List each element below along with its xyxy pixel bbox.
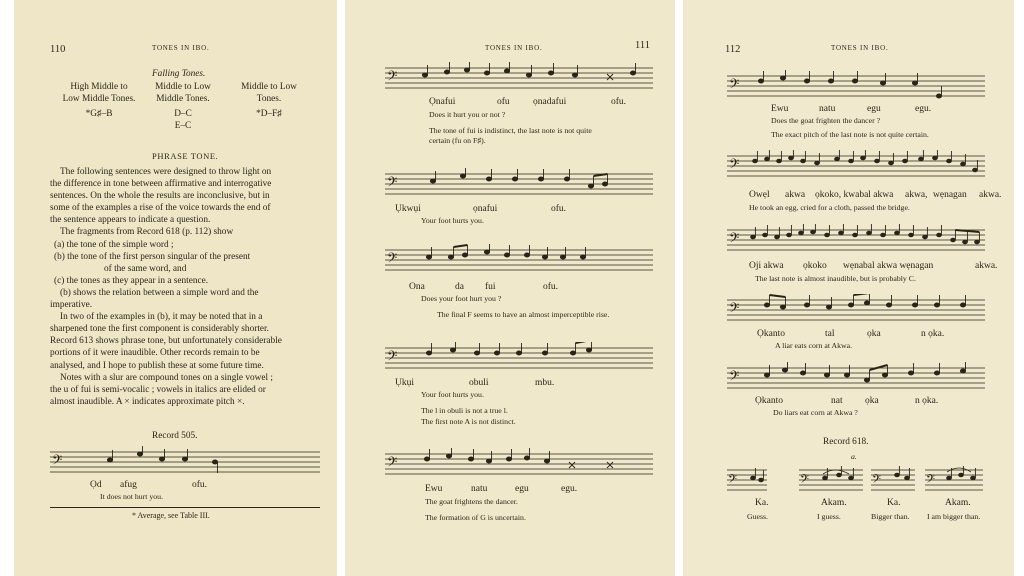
lyric-word: akwa. (975, 261, 998, 271)
gloss: Does it hurt you or not ? (429, 110, 506, 119)
music-staff (727, 150, 985, 180)
lyric-word: ọka (867, 329, 881, 339)
lyric-word: ofu. (543, 282, 559, 292)
running-head: TONES IN IBO. (152, 44, 210, 52)
text-line: the difference in tone between affirmative and interrogative (50, 179, 272, 190)
page-111 (345, 0, 675, 576)
gloss: Does the goat frighten the dancer ? (771, 116, 881, 125)
col-value: D–C (174, 109, 192, 119)
footnote-rule (50, 507, 320, 508)
footnote: * Average, see Table III. (132, 511, 210, 520)
gloss: Bigger than. (871, 512, 910, 521)
music-fragment-staff (871, 466, 915, 494)
lyric-word: tal (825, 329, 835, 339)
col-label: Middle Tones. (156, 93, 210, 104)
lyric-word: Ọkanto (757, 329, 785, 339)
tone-column-1 (54, 82, 144, 121)
music-staff (385, 448, 653, 478)
lyric-word: egu (515, 484, 529, 494)
lyric-word: Ọnafui (429, 97, 456, 107)
col-label: Middle to Low (241, 82, 297, 92)
record-subheading: a. (851, 452, 857, 461)
list-item: (a) the tone of the simple word ; (54, 239, 174, 250)
page-number: 111 (635, 40, 650, 51)
record-618-heading: Record 618. (823, 437, 869, 447)
lyric-word: nat (831, 396, 843, 406)
gloss: Your foot hurts you. (421, 390, 484, 399)
lyric-word: da (455, 282, 464, 292)
page-112 (683, 0, 1014, 576)
lyric-word: ọkoko (803, 261, 827, 271)
text-line: portions of it were inaudible. Other records remain to be (50, 348, 260, 359)
svg-text:𝄢: 𝄢 (728, 473, 738, 489)
list-item: of the same word, and (104, 263, 187, 274)
running-head: TONES IN IBO. (485, 44, 543, 52)
lyric-word: Ọkanto (755, 396, 783, 406)
tone-column-2 (146, 82, 220, 132)
gloss: Guess. (747, 512, 769, 521)
svg-text:𝄢: 𝄢 (52, 452, 63, 471)
gloss: Does your foot hurt you ? (421, 294, 502, 303)
lyric-word: Akam. (821, 498, 847, 508)
svg-text:𝄢: 𝄢 (729, 300, 740, 319)
note: The final F seems to have an almost imperceptible rise. (437, 310, 610, 319)
music-fragment-staff (925, 466, 983, 494)
text-line: imperative. (50, 300, 93, 311)
lyric-word: ọnadafui (533, 97, 567, 107)
svg-text:𝄢: 𝄢 (387, 454, 398, 473)
lyric-word: Owẹl (749, 190, 770, 200)
phrase-tone-heading: PHRASE TONE. (152, 151, 219, 161)
lyric-word: Ọd (90, 480, 102, 490)
list-item: (c) the tones as they appear in a sentence. (54, 275, 209, 286)
text-line: sentences. On the whole the results are inconclusive, but in (50, 191, 270, 202)
col-label: Middle to Low (155, 82, 211, 92)
col-value: E–C (174, 120, 192, 131)
svg-text:𝄢: 𝄢 (387, 348, 398, 367)
list-item: (b) the tone of the first person singular of the present (54, 251, 251, 262)
note: certain (fu on F♯). (429, 136, 486, 145)
text-line: Notes with a slur are compound tones on a single vowel ; (60, 372, 274, 383)
lyric-word: ọnafui (473, 204, 498, 214)
note: The tone of fui is indistinct, the last note is not quite (429, 126, 592, 135)
lyric-word: ọka (865, 396, 879, 406)
note: The l in obuli is not a true l. (421, 406, 508, 415)
lyric-word: afug (120, 480, 137, 490)
svg-text:𝄢: 𝄢 (872, 473, 882, 489)
lyric-word: egu. (561, 484, 578, 494)
music-staff (727, 70, 985, 100)
text-line: The following sentences were designed to throw light on (60, 167, 272, 177)
page-number: 112 (725, 44, 741, 55)
gloss: The goat frightens the dancer. (425, 497, 518, 506)
music-staff (385, 244, 653, 274)
svg-text:𝄢: 𝄢 (387, 174, 398, 193)
lyric-word: mbu. (535, 378, 555, 388)
col-label: Tones. (256, 93, 282, 104)
lyric-word: obuli (469, 378, 489, 388)
lyric-word: Ewu (425, 484, 443, 494)
lyric-word: ofu (497, 97, 510, 107)
page-110 (14, 0, 337, 576)
gloss: A liar eats corn at Akwa. (775, 341, 853, 350)
svg-text:𝄢: 𝄢 (729, 156, 740, 175)
gloss: The last note is almost inaudible, but is probably C. (755, 274, 916, 283)
music-fragment-staff (799, 466, 863, 494)
lyric-word: Ka. (887, 498, 901, 508)
svg-text:𝄢: 𝄢 (800, 473, 810, 489)
music-staff (385, 168, 653, 198)
record-505-heading: Record 505. (152, 431, 198, 441)
svg-text:𝄢: 𝄢 (729, 230, 740, 249)
music-staff (727, 362, 985, 392)
music-staff (50, 446, 320, 476)
lyric-word: ofu. (192, 480, 208, 490)
lyric-word: fui (485, 282, 496, 292)
svg-text:𝄢: 𝄢 (729, 76, 740, 95)
text-line: almost inaudible. A × indicates approximate pitch ×. (50, 396, 245, 407)
music-staff (727, 224, 985, 254)
note: The formation of G is uncertain. (425, 513, 526, 522)
lyric-word: ofu. (611, 97, 627, 107)
gloss: Do liars eat corn at Akwa ? (773, 408, 858, 417)
music-staff (385, 62, 653, 92)
svg-text:𝄢: 𝄢 (729, 368, 740, 387)
text-line: the u of fui is semi-vocalic ; vowels in italics are elided or (50, 384, 266, 395)
lyric-word: akwa. (979, 190, 1002, 200)
lyric-word: akwa, (905, 190, 928, 200)
lyric-word: wẹnabal akwa wẹnagan (843, 261, 934, 271)
lyric-word: natu (471, 484, 488, 494)
note: The exact pitch of the last note is not quite certain. (771, 130, 929, 139)
body-text (50, 166, 282, 408)
gloss: He took an egg, cried for a cloth, passed the bridge. (749, 203, 910, 212)
lyric-word: Ụkwụi (395, 204, 421, 214)
lyric-word: n ọka. (915, 396, 939, 406)
lyric-word: wẹnagan (933, 190, 967, 200)
gloss: I guess. (817, 512, 841, 521)
note: The first note A is not distinct. (421, 417, 516, 426)
svg-text:𝄢: 𝄢 (926, 473, 936, 489)
lyric-word: akwa (785, 190, 806, 200)
text-line: sharpened tone the first component is considerably shorter. (50, 324, 269, 335)
col-value: *D–F♯ (256, 109, 282, 119)
col-label: High Middle to (70, 82, 128, 92)
lyric-word: natu (819, 104, 836, 114)
gloss: It does not hurt you. (100, 492, 164, 501)
text-line: analysed, and I hope to publish these at some future time. (50, 360, 264, 371)
lyric-word: Oji akwa (749, 261, 784, 271)
lyric-word: Akam. (945, 498, 971, 508)
lyric-word: Ewu (771, 104, 789, 114)
lyric-word: egu. (915, 104, 932, 114)
col-value: *G♯–B (85, 109, 113, 119)
gloss: I am bigger than. (927, 512, 981, 521)
music-staff (385, 342, 653, 372)
text-line: The fragments from Record 618 (p. 112) show (60, 227, 234, 238)
text-line: Record 613 shows phrase tone, but unfortunately considerable (50, 336, 282, 347)
music-fragment-staff (727, 466, 767, 494)
svg-text:𝄢: 𝄢 (387, 68, 398, 87)
page-number: 110 (50, 44, 66, 55)
lyric-word: ọkoko, kwabal akwa (815, 190, 894, 200)
lyric-word: n ọka. (921, 329, 945, 339)
gloss: Your foot hurts you. (421, 216, 484, 225)
lyric-word: egu (867, 104, 881, 114)
lyric-word: ofu. (551, 204, 567, 214)
text-line: some of the examples a rise of the voice towards the end of (50, 203, 271, 214)
tone-column-3 (230, 82, 308, 121)
lyric-word: Ụkụi (395, 378, 414, 388)
text-line: the sentence appears to indicate a question. (50, 215, 211, 226)
music-staff (727, 294, 985, 324)
svg-text:𝄢: 𝄢 (387, 250, 398, 269)
text-line: (b) shows the relation between a simple word and the (60, 287, 259, 298)
running-head: TONES IN IBO. (831, 44, 889, 52)
text-line: In two of the examples in (b), it may be noted that in a (60, 312, 263, 323)
falling-tones-heading: Falling Tones. (152, 69, 206, 79)
lyric-word: Ka. (755, 498, 769, 508)
col-label: Low Middle Tones. (62, 93, 136, 104)
lyric-word: Ona (409, 282, 425, 292)
